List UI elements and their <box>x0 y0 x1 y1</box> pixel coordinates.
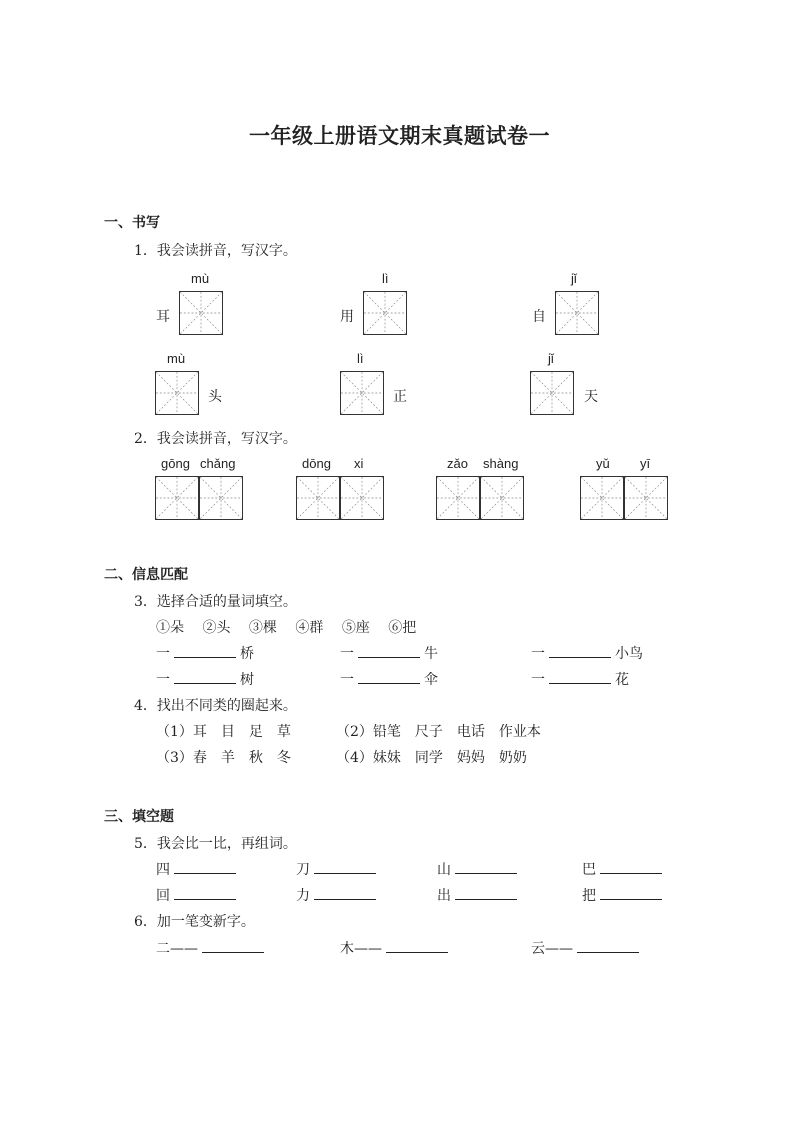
writing-grid-box[interactable] <box>340 476 384 520</box>
answer-blank[interactable] <box>202 938 264 953</box>
yi-char: 一 <box>156 646 170 662</box>
answer-blank[interactable] <box>314 859 376 874</box>
section-heading-fill-in: 三、填空题 <box>104 809 174 825</box>
compare-item <box>437 885 521 905</box>
answer-blank[interactable] <box>577 938 639 953</box>
compare-char: 出 <box>437 888 451 904</box>
pinyin-label: lì <box>382 271 389 286</box>
base-char: 二—— <box>156 941 198 957</box>
group-number: （4） <box>336 750 373 766</box>
pinyin-label: yǔ <box>596 456 610 471</box>
yi-char: 一 <box>531 646 545 662</box>
option-item: ⑤座 <box>341 620 370 636</box>
word-item[interactable]: 妈妈 <box>456 750 485 766</box>
noun-label: 桥 <box>240 646 254 662</box>
word-group <box>336 747 527 767</box>
given-character: 头 <box>208 389 222 405</box>
noun-label: 牛 <box>424 646 438 662</box>
writing-grid-box[interactable] <box>155 476 199 520</box>
compare-item <box>582 859 666 879</box>
writing-grid-box[interactable] <box>580 476 624 520</box>
compare-char: 山 <box>437 862 451 878</box>
answer-blank[interactable] <box>549 669 611 684</box>
compare-item <box>437 859 521 879</box>
answer-blank[interactable] <box>174 669 236 684</box>
given-character: 天 <box>584 389 598 405</box>
writing-grid-box[interactable] <box>296 476 340 520</box>
writing-grid-box[interactable] <box>363 291 407 335</box>
option-item: ②头 <box>202 620 231 636</box>
question-6-prompt: 6．加一笔变新字。 <box>134 914 255 930</box>
question-3-prompt: 3．选择合适的量词填空。 <box>134 594 297 610</box>
answer-blank[interactable] <box>386 938 448 953</box>
word-item[interactable]: 奶奶 <box>498 750 527 766</box>
pinyin-label: chǎng <box>200 456 236 471</box>
answer-blank[interactable] <box>600 885 662 900</box>
word-item[interactable]: 尺子 <box>414 724 443 740</box>
noun-label: 树 <box>240 672 254 688</box>
writing-grid-box[interactable] <box>480 476 524 520</box>
answer-blank[interactable] <box>174 885 236 900</box>
base-char: 木—— <box>340 941 382 957</box>
compare-char: 刀 <box>296 862 310 878</box>
answer-blank[interactable] <box>455 885 517 900</box>
answer-blank[interactable] <box>358 643 420 658</box>
answer-blank[interactable] <box>174 643 236 658</box>
group-number: （2） <box>336 724 373 740</box>
compare-item <box>156 885 240 905</box>
answer-blank[interactable] <box>358 669 420 684</box>
option-item: ①朵 <box>156 620 184 636</box>
noun-label: 小鸟 <box>615 646 643 662</box>
answer-blank[interactable] <box>549 643 611 658</box>
fill-blank-item <box>531 643 643 663</box>
compare-item <box>296 859 380 879</box>
measure-word-options <box>156 617 416 637</box>
given-character: 自 <box>532 309 546 325</box>
pinyin-label: jǐ <box>548 351 554 366</box>
question-1-prompt: 1．我会读拼音，写汉字。 <box>134 243 297 259</box>
compare-char: 力 <box>296 888 310 904</box>
answer-blank[interactable] <box>600 859 662 874</box>
pinyin-label: dōng <box>302 456 331 471</box>
base-char: 云—— <box>531 941 573 957</box>
compare-char: 巴 <box>582 862 596 878</box>
compare-char: 回 <box>156 888 170 904</box>
word-item[interactable]: 草 <box>276 724 291 740</box>
writing-grid-box[interactable] <box>340 371 384 415</box>
answer-blank[interactable] <box>174 859 236 874</box>
fill-blank-item <box>340 669 438 689</box>
section-heading-matching: 二、信息匹配 <box>104 567 188 583</box>
option-item: ④群 <box>295 620 324 636</box>
given-character: 耳 <box>156 309 170 325</box>
compare-item <box>582 885 666 905</box>
pinyin-label: lì <box>357 351 364 366</box>
writing-grid-box[interactable] <box>530 371 574 415</box>
noun-label: 伞 <box>424 672 438 688</box>
word-item[interactable]: 耳 <box>192 724 207 740</box>
question-5-prompt: 5．我会比一比，再组词。 <box>134 836 297 852</box>
pinyin-label: gōng <box>161 456 190 471</box>
section-heading-writing: 一、书写 <box>104 215 160 231</box>
word-item[interactable]: 秋 <box>248 750 263 766</box>
compare-item <box>156 859 240 879</box>
word-group <box>336 721 541 741</box>
pinyin-label: zǎo <box>447 456 468 471</box>
compare-char: 把 <box>582 888 596 904</box>
pinyin-label: shàng <box>483 456 519 471</box>
word-item[interactable]: 铅笔 <box>372 724 401 740</box>
writing-grid-box[interactable] <box>436 476 480 520</box>
answer-blank[interactable] <box>455 859 517 874</box>
word-item[interactable]: 春 <box>192 750 207 766</box>
pinyin-label: xi <box>354 456 364 471</box>
add-stroke-item <box>340 938 452 958</box>
writing-grid-box[interactable] <box>555 291 599 335</box>
fill-blank-item <box>156 643 254 663</box>
writing-grid-box[interactable] <box>179 291 223 335</box>
word-item[interactable]: 妹妹 <box>372 750 401 766</box>
pinyin-label: mù <box>191 271 210 286</box>
compare-char: 四 <box>156 862 170 878</box>
yi-char: 一 <box>531 672 545 688</box>
fill-blank-item <box>340 643 438 663</box>
pinyin-label: yī <box>640 456 651 471</box>
word-item[interactable]: 羊 <box>220 750 235 766</box>
pinyin-label: mù <box>167 351 186 366</box>
given-character: 正 <box>393 389 407 405</box>
yi-char: 一 <box>340 646 354 662</box>
writing-grid-box[interactable] <box>624 476 668 520</box>
option-item: ⑥把 <box>388 620 417 636</box>
word-item[interactable]: 足 <box>248 724 263 740</box>
word-group <box>156 721 291 741</box>
page-title: 一年级上册语文期末真题试卷一 <box>249 124 550 148</box>
question-4-prompt: 4．找出不同类的圈起来。 <box>134 698 297 714</box>
group-number: （3） <box>156 750 193 766</box>
word-item[interactable]: 目 <box>220 724 235 740</box>
yi-char: 一 <box>340 672 354 688</box>
add-stroke-item <box>531 938 643 958</box>
compare-item <box>296 885 380 905</box>
word-item[interactable]: 电话 <box>456 724 485 740</box>
add-stroke-item <box>156 938 268 958</box>
group-number: （1） <box>156 724 193 740</box>
answer-blank[interactable] <box>314 885 376 900</box>
word-item[interactable]: 作业本 <box>498 724 541 740</box>
given-character: 用 <box>340 309 354 325</box>
question-2-prompt: 2．我会读拼音，写汉字。 <box>134 431 297 447</box>
writing-grid-box[interactable] <box>155 371 199 415</box>
writing-grid-box[interactable] <box>199 476 243 520</box>
word-item[interactable]: 同学 <box>414 750 443 766</box>
yi-char: 一 <box>156 672 170 688</box>
word-group <box>156 747 291 767</box>
noun-label: 花 <box>615 672 629 688</box>
fill-blank-item <box>156 669 254 689</box>
option-item: ③棵 <box>248 620 277 636</box>
pinyin-label: jǐ <box>571 271 577 286</box>
fill-blank-item <box>531 669 629 689</box>
word-item[interactable]: 冬 <box>276 750 291 766</box>
